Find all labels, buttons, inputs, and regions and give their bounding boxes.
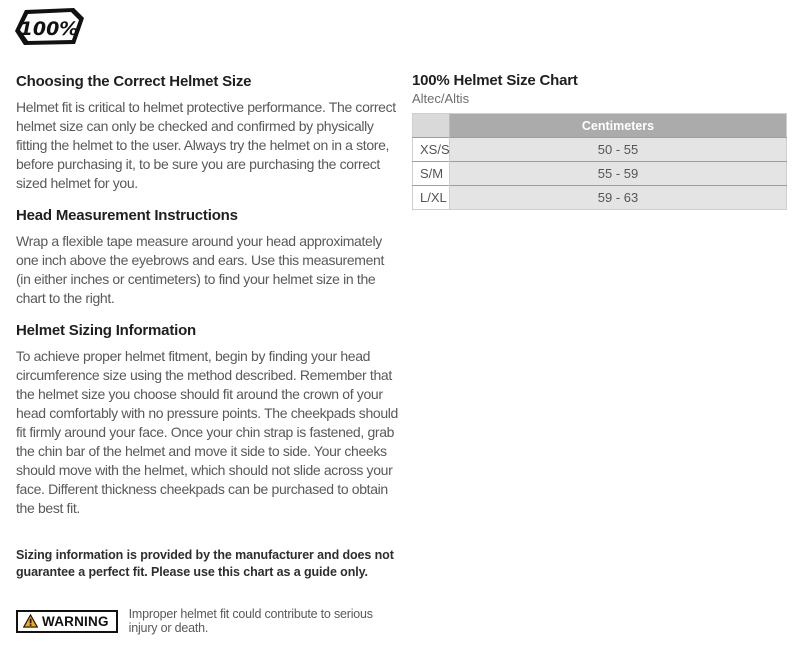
size-range-cell: 55 - 59 <box>450 162 787 186</box>
size-range-cell: 50 - 55 <box>450 138 787 162</box>
logo-text: 100% <box>19 18 79 40</box>
warning-badge-label: WARNING <box>42 613 109 629</box>
size-chart-title: 100% Helmet Size Chart <box>412 72 578 89</box>
centimeters-column-header: Centimeters <box>450 114 787 138</box>
size-label-cell: L/XL <box>413 186 450 210</box>
table-row <box>413 162 787 186</box>
table-row <box>413 138 787 162</box>
section-body-choosing-size: Helmet fit is critical to helmet protective performance. The correct helmet size can only be checked and confirmed by physically fitting the helmet to the user. Always try the helmet on in a store, before purchasing it, to be sure you are purchasing the correct sized helmet for you. <box>16 99 396 191</box>
section-body-measurement: Wrap a flexible tape measure around your head approximately one inch above the eyebrows and ears. Use this measurement (in either inches or centimeters) to find your helmet size in the chart to the right. <box>16 233 385 306</box>
warning-text: Improper helmet fit could contribute to serious injury or death. <box>128 607 373 635</box>
sizing-info-column <box>16 72 399 635</box>
manufacturer-disclaimer: Sizing information is provided by the manufacturer and does not guarantee a perfect fit. Please use this chart as a guide only. <box>16 548 394 579</box>
section-body-sizing-info: To achieve proper helmet fitment, begin by finding your head circumference size using the method described. Remember that the helmet size you choose should fit around the crown of your head comfortably with no pressure points. The cheekpads should fit firmly around your face. Once your chin strap is fastened, grab the chin bar of the helmet and move it side to side. Your cheeks should move with the helmet, which should not slide across your face. Different thickness cheekpads can be purchased to obtain the best fit. <box>16 348 398 516</box>
warning-badge <box>16 610 118 633</box>
warning-triangle-icon <box>23 614 38 628</box>
size-label-cell: XS/S <box>413 138 450 162</box>
warning-row <box>16 607 399 635</box>
table-header-row <box>413 114 787 138</box>
size-chart-column <box>412 72 787 210</box>
section-heading-sizing-info: Helmet Sizing Information <box>16 322 197 339</box>
table-row <box>413 186 787 210</box>
section-heading-choosing-size: Choosing the Correct Helmet Size <box>16 73 252 90</box>
helmet-size-table <box>412 113 787 210</box>
table-corner-cell <box>413 114 450 138</box>
brand-logo-100percent <box>15 8 85 51</box>
size-range-cell: 59 - 63 <box>450 186 787 210</box>
size-label-cell: S/M <box>413 162 450 186</box>
logo-badge-icon <box>15 8 85 46</box>
section-heading-measurement: Head Measurement Instructions <box>16 207 238 224</box>
size-chart-model-subtitle: Altec/Altis <box>412 91 470 106</box>
